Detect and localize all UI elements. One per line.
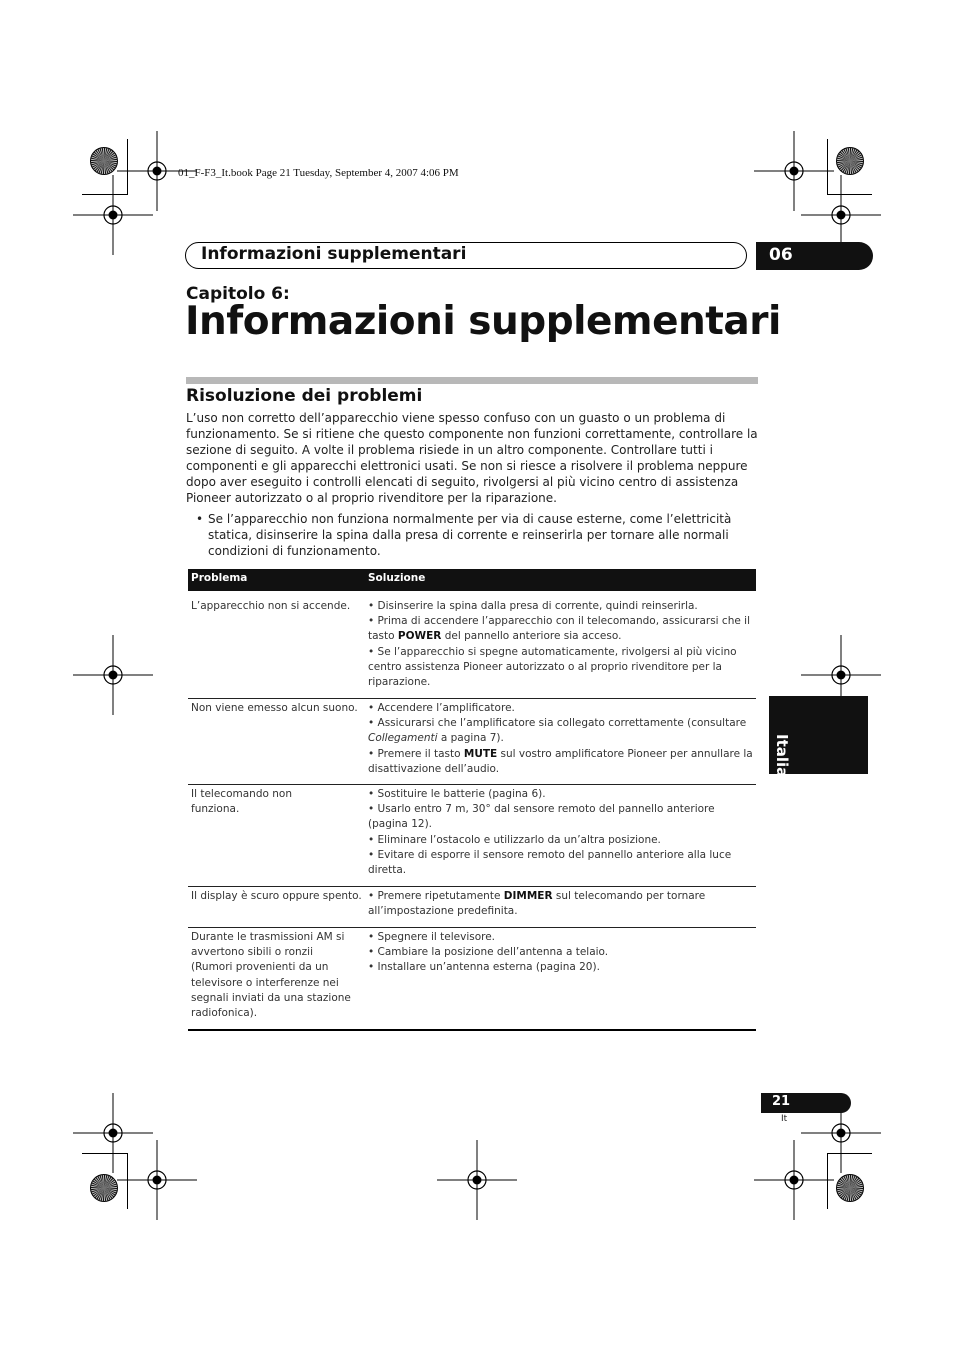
intro-line: dopo aver eseguito i controlli elencati di seguito, rivolgersi al più vicino centro di assistenza [186,475,739,489]
solution-text: tasto [368,630,398,643]
solution-line [368,889,756,904]
table-row [188,597,756,699]
column-header-solution: Soluzione [368,572,426,584]
section-title: Risoluzione dei problemi [186,386,423,406]
bullet-line: condizioni di funzionamento. [208,544,381,558]
intro-line: sezione di seguito. A volte il problema risiede in un altro componente. Controllare tutti i [186,443,713,457]
language-tab [769,696,868,799]
problem-line: televisore o interferenze nei [191,976,339,989]
table-row [188,887,756,928]
solution-line: • Disinserire la spina dalla presa di corrente, quindi reinserirla. [368,600,698,612]
problem-cell [191,787,361,817]
bullet-line: Se l’apparecchio non funziona normalmente per via di cause esterne, come l’elettricità [208,512,732,526]
problem-line: Il telecomando non [191,788,292,800]
solution-text: del pannello anteriore sia acceso. [441,630,622,643]
registration-mark [117,1140,197,1220]
problem-line: radiofonica). [191,1007,258,1020]
solution-line: • Installare un’antenna esterna (pagina 20). [368,961,600,974]
table-row [188,785,756,887]
color-target-mark [89,1173,119,1203]
solution-line: • Eliminare l’ostacolo e utilizzarlo da un’altra posizione. [368,833,661,846]
crop-line [82,1153,127,1154]
solution-line: riparazione. [368,676,431,689]
troubleshooting-table [188,569,756,1031]
crop-line [82,194,127,195]
color-target-mark [835,1173,865,1203]
solution-line [368,629,756,644]
solution-line: • Spegnere il televisore. [368,931,496,943]
problem-line: L’apparecchio non si accende. [191,600,351,612]
color-target-mark [835,146,865,176]
solution-line: • Usarlo entro 7 m, 30° dal sensore remoto del pannello anteriore [368,803,715,816]
table-body [188,591,756,1031]
intro-paragraph [186,410,766,506]
table-row [188,928,756,1031]
chapter-number: 06 [769,245,793,265]
button-name: POWER [397,630,442,643]
problem-line: Durante le trasmissioni AM si [191,931,345,943]
print-info: 01_F-F3_It.book Page 21 Tuesday, September 4, 2007 4:06 PM [178,167,459,179]
problem-line: funziona. [191,803,240,816]
intro-line: L’uso non corretto dell’apparecchio viene spesso confuso con un guasto o un problema di [186,411,726,425]
registration-mark [437,1140,517,1220]
intro-line: funzionamento. Se si ritiene che questo componente non funzioni correttamente, controllare la [186,427,758,441]
solution-text: • Premere ripetutamente [368,890,504,902]
crop-line [827,139,828,195]
crop-line [827,1153,828,1209]
intro-line: componenti e gli apparecchi elettronici usati. Se non si riesce a risolvere il problema neppure [186,459,748,473]
table-header [188,569,756,591]
intro-line: Pioneer autorizzato o al proprio rivenditore per la riparazione. [186,491,557,505]
registration-mark [754,1140,834,1220]
solution-line: • Se l’apparecchio si spegne automaticamente, rivolgersi al più vicino [368,645,737,658]
chapter-label: Capitolo 6: [186,284,290,304]
solution-line: • Prima di accendere l’apparecchio con il telecomando, assicurarsi che il [368,615,750,628]
problem-line: segnali inviati da una stazione [191,991,351,1004]
bullet-line: statica, disinserire la spina dalla presa di corrente e reinserirla per tornare alle normali [208,528,729,542]
column-header-problem: Problema [191,572,248,584]
color-target-mark [89,146,119,176]
page-language: It [781,1114,788,1124]
solution-cell [368,701,756,777]
problem-cell [191,930,361,1021]
crop-line [127,139,128,195]
solution-line: disattivazione dell’audio. [368,762,500,775]
problem-cell [191,599,361,614]
solution-cell [368,889,756,919]
solution-line [368,731,756,746]
solution-line: • Evitare di esporre il sensore remoto del pannello anteriore alla luce [368,848,732,861]
problem-cell [191,701,361,716]
problem-cell [191,889,361,904]
table-row [188,699,756,785]
solution-line: • Assicurarsi che l’amplificatore sia collegato correttamente (consultare [368,717,747,730]
solution-text: • Premere il tasto [368,747,464,760]
solution-cell [368,787,756,878]
section-rule [186,377,758,384]
solution-text: sul telecomando per tornare [552,890,706,902]
solution-cell [368,599,756,690]
solution-text: a pagina 7). [437,732,504,745]
chapter-number-badge [756,242,873,270]
solution-line: centro assistenza Pioneer autorizzato o al proprio rivenditore per la [368,660,722,673]
page-number-badge [761,1093,851,1113]
problem-line: Non viene emesso alcun suono. [191,702,358,714]
section-reference: Collegamenti [368,732,438,745]
crop-line [827,1153,872,1154]
solution-line: • Accendere l’amplificatore. [368,702,515,714]
page-number: 21 [772,1094,791,1109]
solution-cell [368,930,756,976]
solution-text: sul vostro amplificatore Pioneer per annullare la [497,747,753,760]
language-label: Italiano [773,734,791,799]
solution-line: all’impostazione predefinita. [368,905,518,918]
problem-line: (Rumori provenienti da un [191,961,329,974]
crop-line [127,1153,128,1209]
registration-mark [73,175,153,255]
problem-line: Il display è scuro oppure spento. [191,890,362,902]
chapter-title: Informazioni supplementari [185,299,781,344]
registration-mark [73,635,153,715]
solution-line: (pagina 12). [368,818,432,831]
solution-line: • Sostituire le batterie (pagina 6). [368,788,546,800]
note-bullet [196,511,756,559]
problem-line: avvertono sibili o ronzii [191,946,314,959]
solution-line: • Cambiare la posizione dell’antenna a telaio. [368,946,609,959]
bullet-dot: • [196,512,204,526]
solution-line [368,747,756,762]
solution-line: diretta. [368,864,407,877]
button-name: DIMMER [503,890,553,902]
crop-line [827,194,872,195]
button-name: MUTE [463,747,498,760]
header-title: Informazioni supplementari [201,244,467,264]
